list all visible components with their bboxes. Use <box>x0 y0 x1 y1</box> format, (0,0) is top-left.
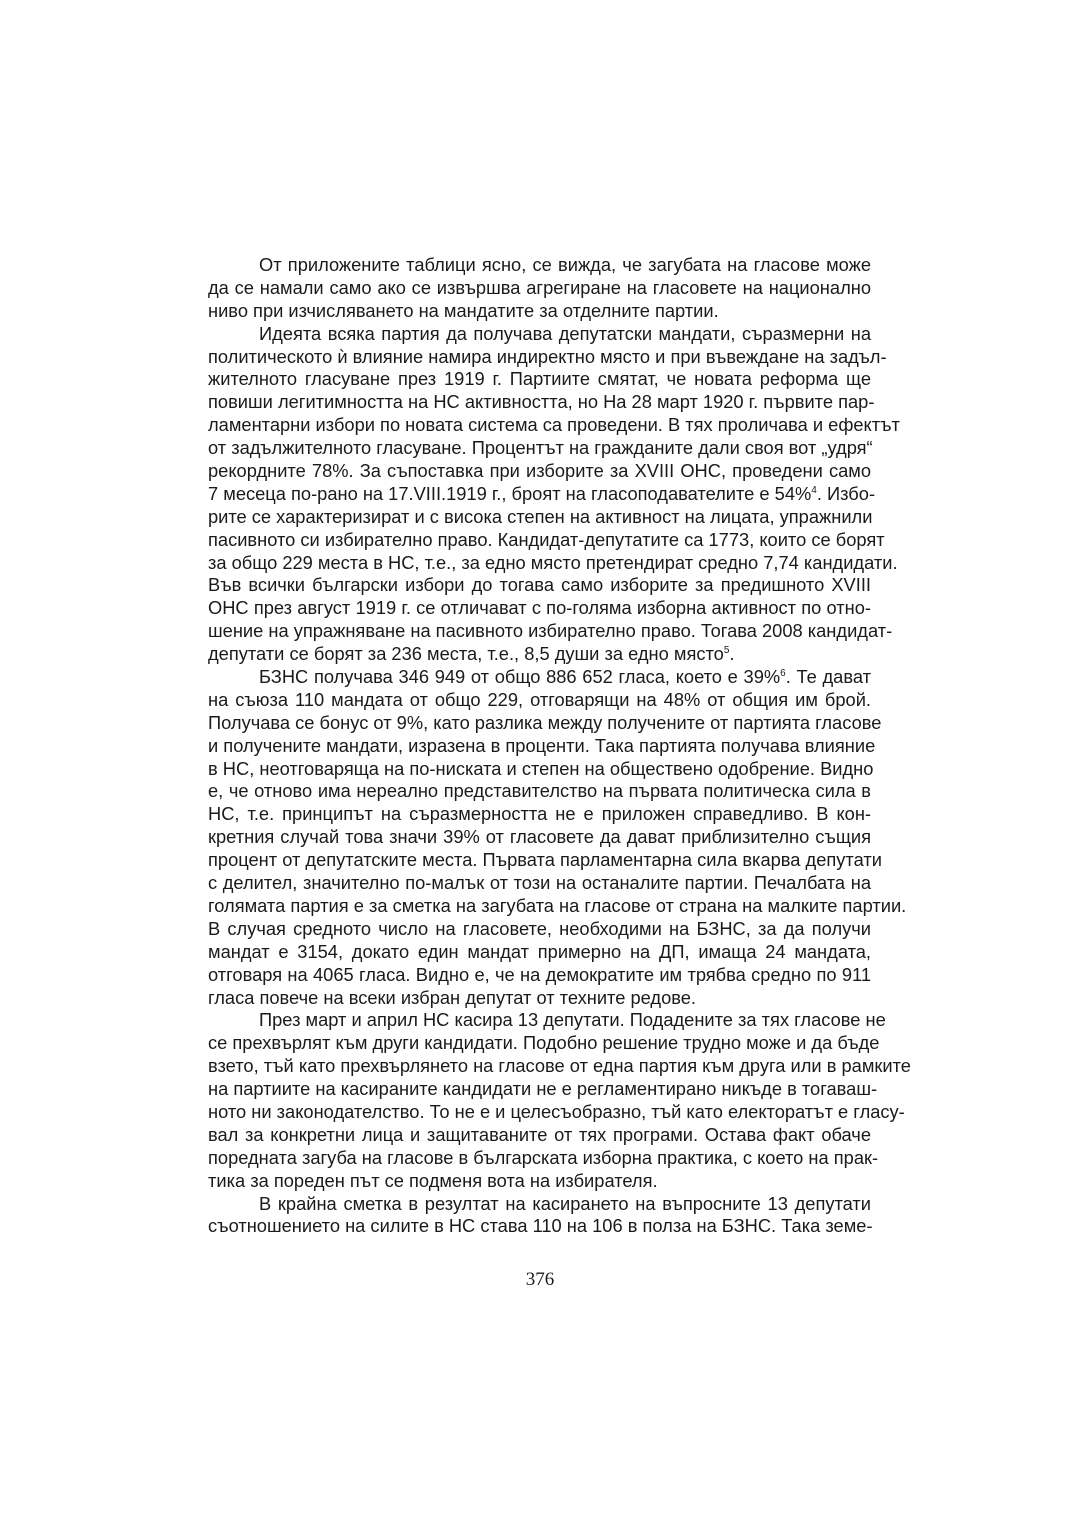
text-line: В случая средното число на гласовете, необходими на БЗНС, за да получи <box>208 917 871 939</box>
paragraph-1 <box>208 254 871 323</box>
text-line: е, че отново има нереално представителство на първата политическа сила в <box>208 780 871 802</box>
text-fragment: . Те дават <box>785 666 871 688</box>
paragraph-2 <box>208 322 900 666</box>
text-line: на партиите на касираните кандидати не е регламентирано никъде в тогаваш- <box>208 1078 878 1100</box>
text-line: повиши легитимността на НС активността, но На 28 март 1920 г. първите пар- <box>208 391 875 413</box>
text-line: Идеята всяка партия да получава депутатски мандати, съразмерни на <box>259 322 871 344</box>
text-line: тика за пореден път се подменя вота на избирателя. <box>208 1169 658 1191</box>
text-line <box>208 666 871 689</box>
text-line: ламентарни избори по новата система са проведени. В тях проличава и ефектът <box>208 414 900 436</box>
text-line: в НС, неотговаряща на по-ниската и степен на обществено одобрение. Видно <box>208 757 874 779</box>
text-line: НС, т.е. принципът на съразмерността не е приложен справедливо. В кон- <box>208 803 871 825</box>
text-line <box>208 643 871 666</box>
text-line: гласа повече на всеки избран депутат от техните редове. <box>208 986 696 1008</box>
page-number: 376 <box>525 1269 555 1290</box>
text-line: съотношението на силите в НС става 110 на 106 в полза на БЗНС. Така земе- <box>208 1215 873 1237</box>
text-line: От приложените таблици ясно, се вижда, че загубата на гласове може <box>259 254 871 275</box>
text-line: В крайна сметка в резултат на касирането на въпросните 13 депутати <box>259 1192 871 1214</box>
text-line: и получените мандати, изразена в проценти. Така партията получава влияние <box>208 734 876 756</box>
text-line <box>208 482 876 506</box>
body-text <box>208 254 911 1238</box>
text-line: на съюза 110 мандата от общо 229, отговарящи на 48% от общия им брой. <box>208 688 871 710</box>
text-line: се прехвърлят към други кандидати. Подобно решение трудно може и да бъде <box>208 1032 880 1054</box>
footnote-ref: 6 <box>780 668 786 680</box>
text-line: политическото ѝ влияние намира индиректно място и при въвеждане на задъл- <box>208 345 887 367</box>
text-line: с делител, значително по-малък от този на останалите партии. Печалбата на <box>208 872 871 894</box>
text-line: През март и април НС касира 13 депутати. Подадените за тях гласове не <box>259 1009 886 1031</box>
text-line: мандат е 3154, докато един мандат примерно на ДП, имаща 24 мандата, <box>208 940 871 962</box>
text-line: шение на упражняване на пасивното избирателно право. Тогава 2008 кандидат- <box>208 620 893 642</box>
text-line: вал за конкретни лица и защитаваните от тях програми. Остава факт обаче <box>208 1123 871 1145</box>
text-line: отговаря на 4065 гласа. Видно е, че на демократите им трябва средно по 911 <box>208 963 871 985</box>
paragraph-5 <box>208 1193 871 1239</box>
text-line: процент от депутатските места. Първата парламентарна сила вкарва депутати <box>208 849 882 871</box>
text-fragment: БЗНС получава 346 949 от общо 886 652 гласа, което е 39% <box>259 666 781 688</box>
text-line: взето, тъй като прехвърлянето на гласове от една партия към друга или в рамките <box>208 1055 911 1077</box>
text-line: кретния случай това значи 39% от гласовете да дават приблизително същия <box>208 826 871 848</box>
text-line: пасивното си избирателно право. Кандидат-депутатите са 1773, които се борят <box>208 528 885 550</box>
period: . <box>729 643 735 665</box>
text-line: Във всички български избори до тогава само изборите за предишното XVIII <box>208 574 871 596</box>
text-line: жителното гласуване през 1919 г. Партиите смятат, че новата реформа ще <box>208 368 871 390</box>
text-fragment: 7 месеца по-рано на 17.VIII.1919 г., броят на гласоподавателите е 54% <box>208 482 812 504</box>
footnote-ref: 5 <box>723 645 730 657</box>
text-line: рите се характеризират и с висока степен на активност на лицата, упражнили <box>208 505 873 527</box>
footnote-ref: 4 <box>811 484 817 496</box>
text-line: рекордните 78%. За съпоставка при изборите за XVIII ОНС, проведени само <box>208 460 871 482</box>
text-line: ОНС през август 1919 г. се отличават с по-голяма изборна активност по отно- <box>208 597 871 619</box>
paragraph-4 <box>208 1009 911 1192</box>
text-fragment: депутати се борят за 236 места, т.е., 8,5 души за едно място <box>208 643 724 665</box>
text-line: голямата партия е за сметка на загубата на гласове от страна на малките партии. <box>208 894 907 916</box>
text-line: да се намали само ако се извършва агрегиране на гласовете на национално <box>208 276 871 298</box>
text-line: от задължителното гласуване. Процентът на гражданите дали своя вот „удря“ <box>208 437 873 459</box>
text-fragment: . Избо- <box>816 482 876 504</box>
text-line: ното ни законодателство. То не е и целесъобразно, тъй като електоратът е гласу- <box>208 1100 905 1122</box>
paragraph-3 <box>208 666 907 1009</box>
text-line: за общо 229 места в НС, т.е., за едно място претендират средно 7,74 кандидати. <box>208 551 898 573</box>
text-line: Получава се бонус от 9%, като разлика между получените от партията гласове <box>208 711 882 733</box>
text-line: поредната загуба на гласове в българската изборна практика, с което на прак- <box>208 1146 879 1168</box>
text-line: ниво при изчисляването на мандатите за отделните партии. <box>208 299 719 321</box>
